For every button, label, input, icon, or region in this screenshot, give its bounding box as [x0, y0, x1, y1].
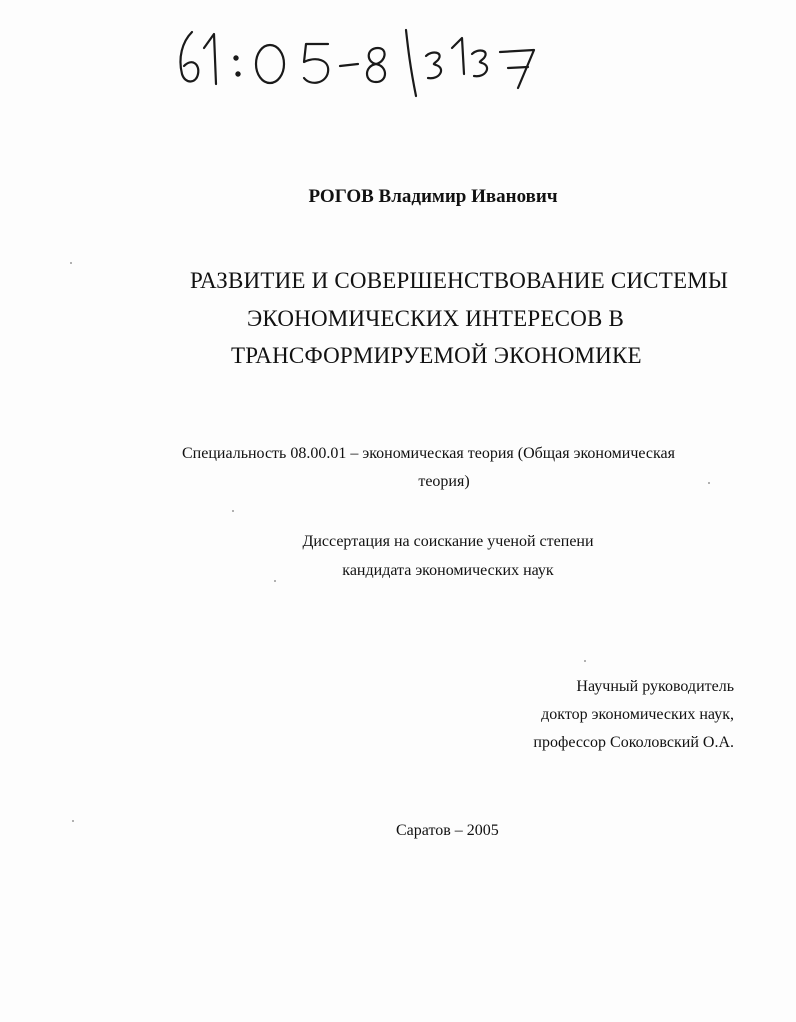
scan-speck [70, 262, 72, 264]
scan-speck [274, 580, 276, 582]
supervisor-name: профессор Соколовский О.А. [533, 734, 734, 751]
degree-statement-line-1: Диссертация на соискание ученой степени [302, 533, 594, 550]
thesis-title-line-1: РАЗВИТИЕ И СОВЕРШЕНСТВОВАНИЕ СИСТЕМЫ [190, 268, 729, 293]
svg-text:61:05-8/3137: 61:05-8/3137 [170, 18, 176, 19]
scan-speck [72, 820, 74, 822]
degree-statement-line-2: кандидата экономических наук [342, 562, 554, 579]
author-name: РОГОВ Владимир Иванович [308, 186, 558, 207]
scan-speck [232, 510, 234, 512]
city-year: Саратов – 2005 [396, 822, 499, 839]
supervisor-role: Научный руководитель [576, 678, 734, 695]
scan-speck [708, 482, 710, 484]
thesis-title-line-2: ЭКОНОМИЧЕСКИХ ИНТЕРЕСОВ В [247, 306, 625, 331]
specialty-block [182, 440, 742, 496]
thesis-title-line-3: ТРАНСФОРМИРУЕМОЙ ЭКОНОМИКЕ [231, 343, 642, 368]
handwritten-catalog-number [170, 18, 570, 98]
supervisor-block [533, 673, 734, 757]
specialty-line-1: Специальность 08.00.01 – экономическая теория (Общая экономическая [182, 445, 675, 462]
supervisor-degree: доктор экономических наук, [541, 706, 734, 723]
degree-statement [240, 527, 656, 585]
scan-speck [584, 660, 586, 662]
specialty-line-2: теория) [418, 473, 470, 490]
